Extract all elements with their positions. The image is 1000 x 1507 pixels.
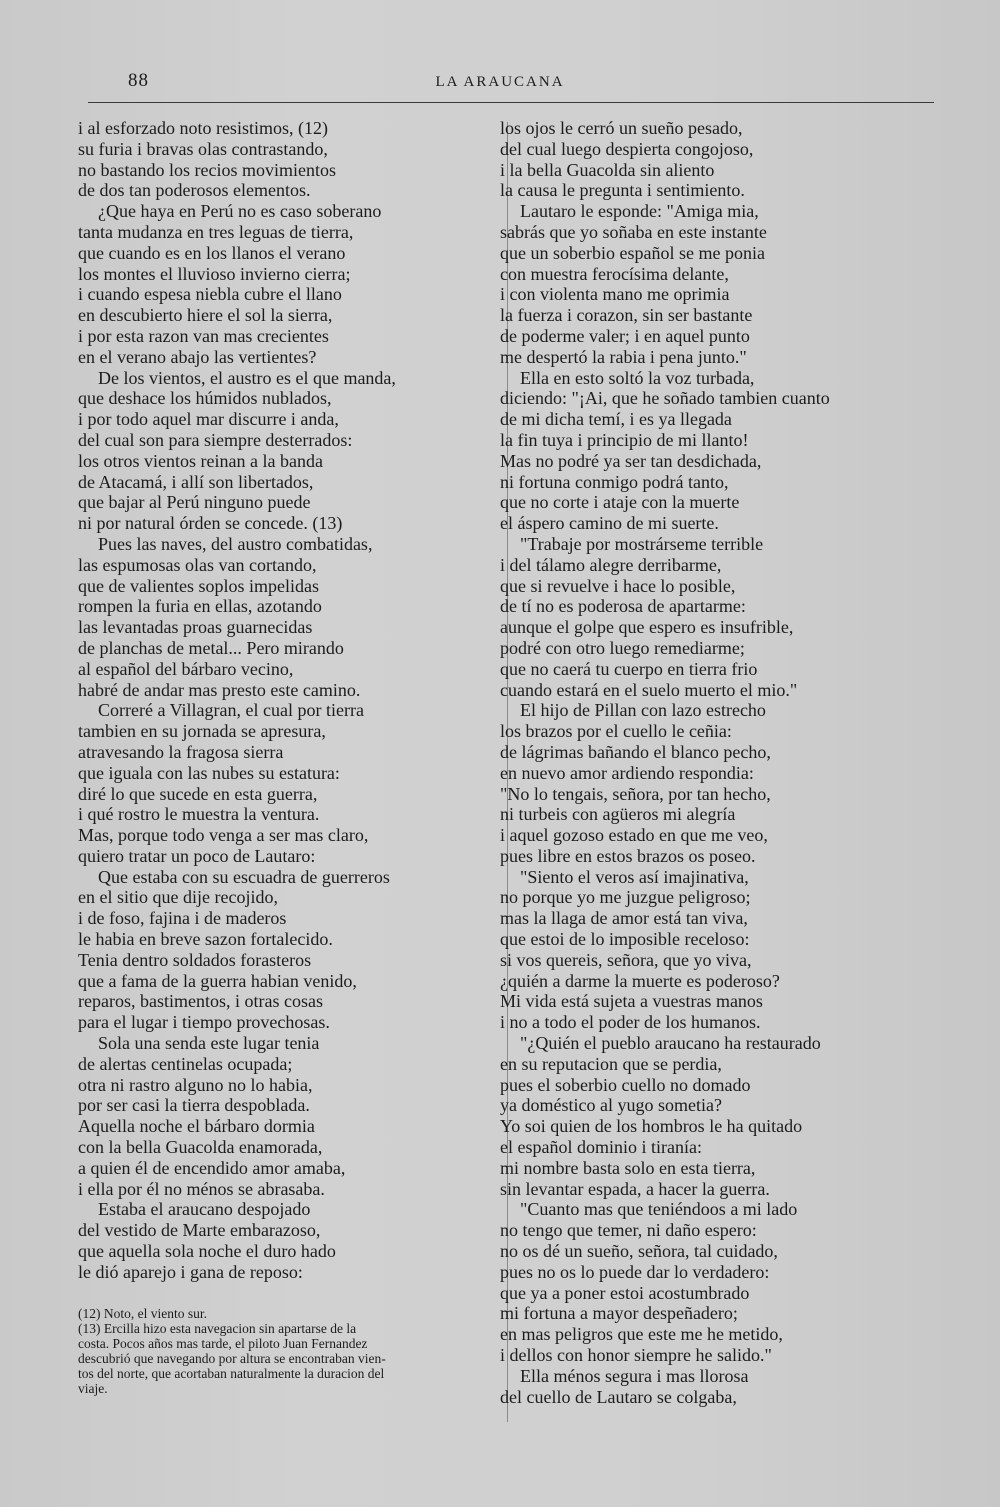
- verse-line: "Cuanto mas que teniéndoos a mi lado: [520, 1199, 798, 1220]
- verse-line: El hijo de Pillan con lazo estrecho: [520, 700, 766, 721]
- verse-line: que cuando es en los llanos el verano: [78, 242, 346, 263]
- verse-line: otra ni rastro alguno no lo habia,: [78, 1074, 313, 1095]
- verse-line: del cuello de Lautaro se colgaba,: [500, 1386, 737, 1407]
- verse-line: pues libre en estos brazos os poseo.: [500, 845, 756, 866]
- verse-line: que bajar al Perú ninguno puede: [78, 492, 311, 513]
- verse-line: el áspero camino de mi suerte.: [500, 513, 719, 534]
- verse-line: cuando estará en el suelo muerto el mio.": [500, 679, 798, 700]
- verse-line: Aquella noche el bárbaro dormia: [78, 1116, 315, 1137]
- verse-line: si vos quereis, señora, que yo viva,: [500, 949, 752, 970]
- verse-line: Tenia dentro soldados forasteros: [78, 949, 312, 970]
- verse-line: pues el soberbio cuello no domado: [500, 1074, 751, 1095]
- verse-line: le dió aparejo i gana de reposo:: [78, 1261, 303, 1282]
- verse-line: la fin tuya i principio de mi llanto!: [500, 429, 749, 450]
- verse-line: de alertas centinelas ocupada;: [78, 1053, 293, 1074]
- verse-line: me despertó la rabia i pena junto.": [500, 346, 747, 367]
- verse-line: en su reputacion que se perdia,: [500, 1053, 722, 1074]
- verse-line: "¿Quién el pueblo araucano ha restaurado: [520, 1033, 821, 1054]
- right-column: [500, 118, 930, 1407]
- verse-line: Que estaba con su escuadra de guerreros: [98, 866, 390, 887]
- verse-line: el español dominio i tiranía:: [500, 1137, 702, 1158]
- verse-line: por ser casi la tierra despoblada.: [78, 1095, 310, 1116]
- verse-line: que ya a poner estoi acostumbrado: [500, 1282, 750, 1303]
- verse-line: Lautaro le esponde: "Amiga mia,: [520, 201, 759, 222]
- footnote-line: costa. Pocos años mas tarde, el piloto Juan Fernandez: [78, 1336, 368, 1351]
- verse-line: Sola una senda este lugar tenia: [98, 1033, 320, 1054]
- verse-line: con la bella Guacolda enamorada,: [78, 1137, 323, 1158]
- verse-line: Ella ménos segura i mas llorosa: [520, 1365, 749, 1386]
- verse-line: ¿quién a darme la muerte es poderoso?: [500, 970, 780, 991]
- verse-line: que un soberbio español se me ponia: [500, 242, 765, 263]
- verse-line: Mas, porque todo venga a ser mas claro,: [78, 825, 369, 846]
- verse-line: i del tálamo alegre derribarme,: [500, 554, 722, 575]
- verse-line: que si revuelve i hace lo posible,: [500, 575, 736, 596]
- verse-line: Estaba el araucano despojado: [98, 1199, 311, 1220]
- verse-line: que deshace los húmidos nublados,: [78, 388, 332, 409]
- verse-line: que no caerá tu cuerpo en tierra frio: [500, 658, 758, 679]
- verse-line: de Atacamá, i allí son libertados,: [78, 471, 314, 492]
- verse-line: al español del bárbaro vecino,: [78, 658, 294, 679]
- verse-line: mi nombre basta solo en esta tierra,: [500, 1157, 756, 1178]
- verse-line: los ojos le cerró un sueño pesado,: [500, 118, 743, 138]
- footnotes: [78, 1306, 488, 1396]
- verse-line: en el sitio que dije recojido,: [78, 887, 278, 908]
- footnote-line: (12) Noto, el viento sur.: [78, 1306, 207, 1321]
- verse-line: ni por natural órden se concede. (13): [78, 513, 343, 534]
- verse-line: que aquella sola noche el duro hado: [78, 1241, 336, 1262]
- verse-line: no tengo que temer, ni daño espero:: [500, 1220, 757, 1241]
- verse-line: i por todo aquel mar discurre i anda,: [78, 409, 339, 430]
- verse-line: no porque yo me juzgue peligroso;: [500, 887, 751, 908]
- verse-line: que a fama de la guerra habian venido,: [78, 970, 357, 991]
- verse-line: de tí no es poderosa de apartarme:: [500, 596, 746, 617]
- verse-line: Correré a Villagran, el cual por tierra: [98, 700, 364, 721]
- verse-line: i qué rostro le muestra la ventura.: [78, 804, 320, 825]
- running-head: LA ARAUCANA: [435, 74, 565, 90]
- verse-line: habré de andar mas presto este camino.: [78, 679, 361, 700]
- verse-line: no os dé un sueño, señora, tal cuidado,: [500, 1241, 778, 1262]
- verse-line: ya doméstico al yugo sometia?: [500, 1095, 722, 1116]
- verse-line: que estoi de lo imposible receloso:: [500, 929, 750, 950]
- verse-line: i no a todo el poder de los humanos.: [500, 1012, 761, 1033]
- verse-line: las levantadas proas guarnecidas: [78, 617, 313, 638]
- verse-line: Ella en esto soltó la voz turbada,: [520, 367, 755, 388]
- verse-line: "No lo tengais, señora, por tan hecho,: [500, 783, 771, 804]
- verse-line: De los vientos, el austro es el que manda,: [98, 367, 396, 388]
- footnote-line: descubrió que navegando por altura se encontraban vien-: [78, 1351, 386, 1366]
- verse-line: de poderme valer; i en aquel punto: [500, 325, 750, 346]
- verse-line: Mas no podré ya ser tan desdichada,: [500, 450, 762, 471]
- verse-line: le habia en breve sazon fortalecido.: [78, 929, 333, 950]
- verse-line: del vestido de Marte embarazoso,: [78, 1220, 321, 1241]
- verse-line: la fuerza i corazon, sin ser bastante: [500, 305, 753, 326]
- footnote-line: viaje.: [78, 1381, 108, 1396]
- verse-line: sabrás que yo soñaba en este instante: [500, 221, 767, 242]
- verse-line: i dellos con honor siempre he salido.": [500, 1345, 772, 1366]
- verse-line: i de foso, fajina i de maderos: [78, 908, 287, 929]
- verse-line: las espumosas olas van cortando,: [78, 554, 317, 575]
- verse-line: que de valientes soplos impelidas: [78, 575, 319, 596]
- footnote-line: (13) Ercilla hizo esta navegacion sin apartarse de la: [78, 1321, 357, 1336]
- verse-line: aunque el golpe que espero es insufrible,: [500, 617, 794, 638]
- verse-line: "Siento el veros así imajinativa,: [520, 866, 749, 887]
- verse-line: i al esforzado noto resistimos, (12): [78, 118, 328, 138]
- verse-line: ni turbeis con agüeros mi alegría: [500, 804, 736, 825]
- verse-line: i por esta razon van mas crecientes: [78, 325, 329, 346]
- verse-line: de dos tan poderosos elementos.: [78, 180, 311, 201]
- verse-line: en nuevo amor ardiendo respondia:: [500, 762, 754, 783]
- verse-line: la causa le pregunta i sentimiento.: [500, 180, 745, 201]
- verse-line: en mas peligros que este me he metido,: [500, 1324, 783, 1345]
- verse-line: i la bella Guacolda sin aliento: [500, 159, 715, 180]
- verse-line: Pues las naves, del austro combatidas,: [98, 533, 373, 554]
- verse-line: mi fortuna a mayor despeñadero;: [500, 1303, 738, 1324]
- verse-line: su furia i bravas olas contrastando,: [78, 138, 328, 159]
- verse-line: i cuando espesa niebla cubre el llano: [78, 284, 342, 305]
- verse-line: ni fortuna conmigo podrá tanto,: [500, 471, 729, 492]
- verse-line: con muestra ferocísima delante,: [500, 263, 729, 284]
- verse-line: i con violenta mano me oprimia: [500, 284, 730, 305]
- verse-line: de mi dicha temí, i es ya llegada: [500, 409, 732, 430]
- verse-line: los otros vientos reinan a la banda: [78, 450, 323, 471]
- verse-line: "Trabaje por mostrárseme terrible: [520, 533, 764, 554]
- verse-line: tanta mudanza en tres leguas de tierra,: [78, 221, 354, 242]
- page-number: 88: [128, 70, 149, 91]
- verse-line: que no corte i ataje con la muerte: [500, 492, 740, 513]
- verse-line: los brazos por el cuello le ceñia:: [500, 721, 732, 742]
- verse-line: reparos, bastimentos, i otras cosas: [78, 991, 323, 1012]
- verse-line: i ella por él no ménos se abrasaba.: [78, 1178, 325, 1199]
- left-column: [78, 118, 488, 1283]
- verse-line: mas la llaga de amor está tan viva,: [500, 908, 748, 929]
- verse-line: en descubierto hiere el sol la sierra,: [78, 305, 333, 326]
- verse-line: rompen la furia en ellas, azotando: [78, 596, 322, 617]
- verse-line: no bastando los recios movimientos: [78, 159, 336, 180]
- verse-line: quiero tratar un poco de Lautaro:: [78, 845, 316, 866]
- verse-line: ¿Que haya en Perú no es caso soberano: [98, 201, 382, 222]
- header-rule: [88, 102, 934, 103]
- verse-line: para el lugar i tiempo provechosas.: [78, 1012, 330, 1033]
- verse-line: en el verano abajo las vertientes?: [78, 346, 317, 367]
- verse-line: Yo soi quien de los hombros le ha quitado: [500, 1116, 803, 1137]
- verse-line: pues no os lo puede dar lo verdadero:: [500, 1261, 770, 1282]
- verse-line: que iguala con las nubes su estatura:: [78, 762, 340, 783]
- verse-line: sin levantar espada, a hacer la guerra.: [500, 1178, 770, 1199]
- verse-line: diciendo: "¡Ai, que he soñado tambien cuanto: [500, 388, 830, 409]
- verse-line: del cual luego despierta congojoso,: [500, 138, 754, 159]
- verse-line: del cual son para siempre desterrados:: [78, 429, 353, 450]
- verse-line: i aquel gozoso estado en que me veo,: [500, 825, 768, 846]
- verse-line: atravesando la fragosa sierra: [78, 741, 284, 762]
- verse-line: diré lo que sucede en esta guerra,: [78, 783, 318, 804]
- verse-line: Mi vida está sujeta a vuestras manos: [500, 991, 763, 1012]
- verse-line: podré con otro luego remediarme;: [500, 637, 745, 658]
- footnote-line: tos del norte, que acortaban naturalmente la duracion del: [78, 1366, 385, 1381]
- verse-line: a quien él de encendido amor amaba,: [78, 1157, 346, 1178]
- verse-line: de lágrimas bañando el blanco pecho,: [500, 741, 771, 762]
- verse-line: de planchas de metal... Pero mirando: [78, 637, 344, 658]
- verse-line: los montes el lluvioso invierno cierra;: [78, 263, 351, 284]
- verse-line: tambien en su jornada se apresura,: [78, 721, 326, 742]
